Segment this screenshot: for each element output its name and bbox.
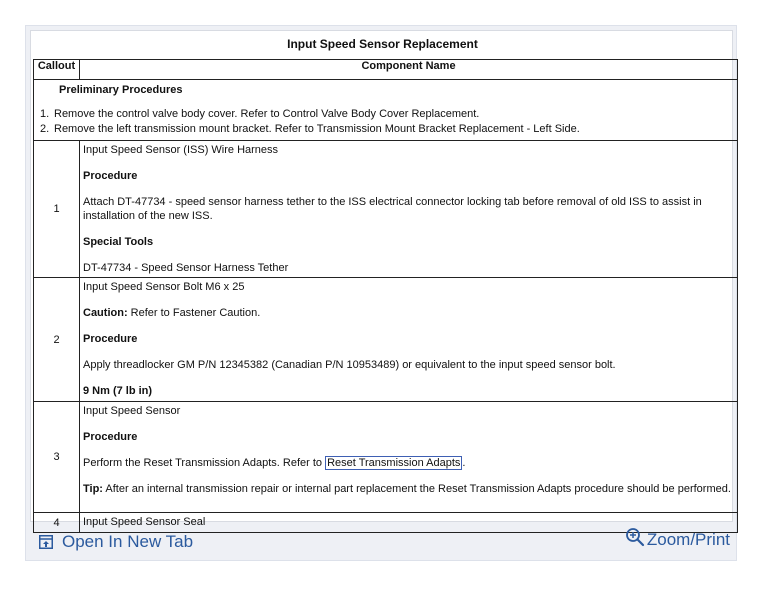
procedure-text: Perform the Reset Transmission Adapts. Refer to Reset Transmission Adapts .	[83, 457, 466, 469]
caution-note: Caution: Refer to Fastener Caution.	[83, 307, 261, 319]
callout-number: 1	[34, 141, 80, 278]
zoom-icon	[625, 527, 645, 547]
table-row	[34, 141, 738, 278]
document-frame	[25, 25, 737, 561]
open-in-new-tab-label: Open In New Tab	[62, 532, 194, 551]
callout-number: 2	[34, 278, 80, 402]
component-name: Input Speed Sensor Bolt M6 x 25	[83, 281, 245, 293]
component-name: Input Speed Sensor (ISS) Wire Harness	[83, 144, 279, 156]
viewer-footer	[26, 528, 738, 558]
document-title: Input Speed Sensor Replacement	[287, 37, 478, 51]
special-tools-text: DT-47734 - Speed Sensor Harness Tether	[83, 262, 289, 274]
preliminary-steps	[40, 107, 731, 137]
procedure-text: Apply threadlocker GM P/N 12345382 (Canadian P/N 10953489) or equivalent to the input speed sensor bolt.	[83, 359, 616, 371]
open-new-tab-icon	[39, 535, 53, 549]
document-viewer	[30, 30, 733, 529]
tip-note: Tip: After an internal transmission repair or internal part replacement the Reset Transmission Adapts procedure should be performed.	[83, 483, 731, 495]
procedure-label: Procedure	[83, 431, 138, 443]
reset-adapts-link[interactable]: Reset Transmission Adapts	[327, 457, 461, 469]
component-name: Input Speed Sensor	[83, 405, 181, 417]
list-item: 1. Remove the control valve body cover. Refer to Control Valve Body Cover Replacement.	[40, 108, 480, 120]
list-item: 2. Remove the left transmission mount bracket. Refer to Transmission Mount Bracket Replacement - Left Side.	[40, 123, 580, 135]
component-cell	[80, 402, 738, 513]
table-header-row	[34, 60, 738, 80]
preliminary-title: Preliminary Procedures	[59, 84, 183, 96]
table-row	[34, 402, 738, 513]
table-row	[34, 278, 738, 402]
callout-number: 3	[34, 402, 80, 513]
open-in-new-tab-button[interactable]	[39, 532, 193, 552]
procedure-text: Attach DT-47734 - speed sensor harness tether to the ISS electrical connector locking tab before removal of old ISS to assist in installation of the new ISS.	[83, 196, 702, 222]
zoom-print-label: Zoom/Print	[646, 530, 730, 549]
procedure-label: Procedure	[83, 333, 138, 345]
preliminary-row	[34, 80, 738, 141]
component-table	[33, 59, 738, 533]
torque-spec: 9 Nm (7 lb in)	[83, 385, 153, 397]
callout-header: Callout	[34, 60, 80, 80]
callout-number: 4	[34, 513, 80, 533]
component-cell	[80, 278, 738, 402]
component-header: Component Name	[80, 60, 738, 80]
component-name: Input Speed Sensor Seal	[83, 516, 206, 528]
special-tools-label: Special Tools	[83, 236, 154, 248]
procedure-label: Procedure	[83, 170, 138, 182]
component-cell	[80, 141, 738, 278]
zoom-print-button[interactable]	[625, 530, 730, 550]
